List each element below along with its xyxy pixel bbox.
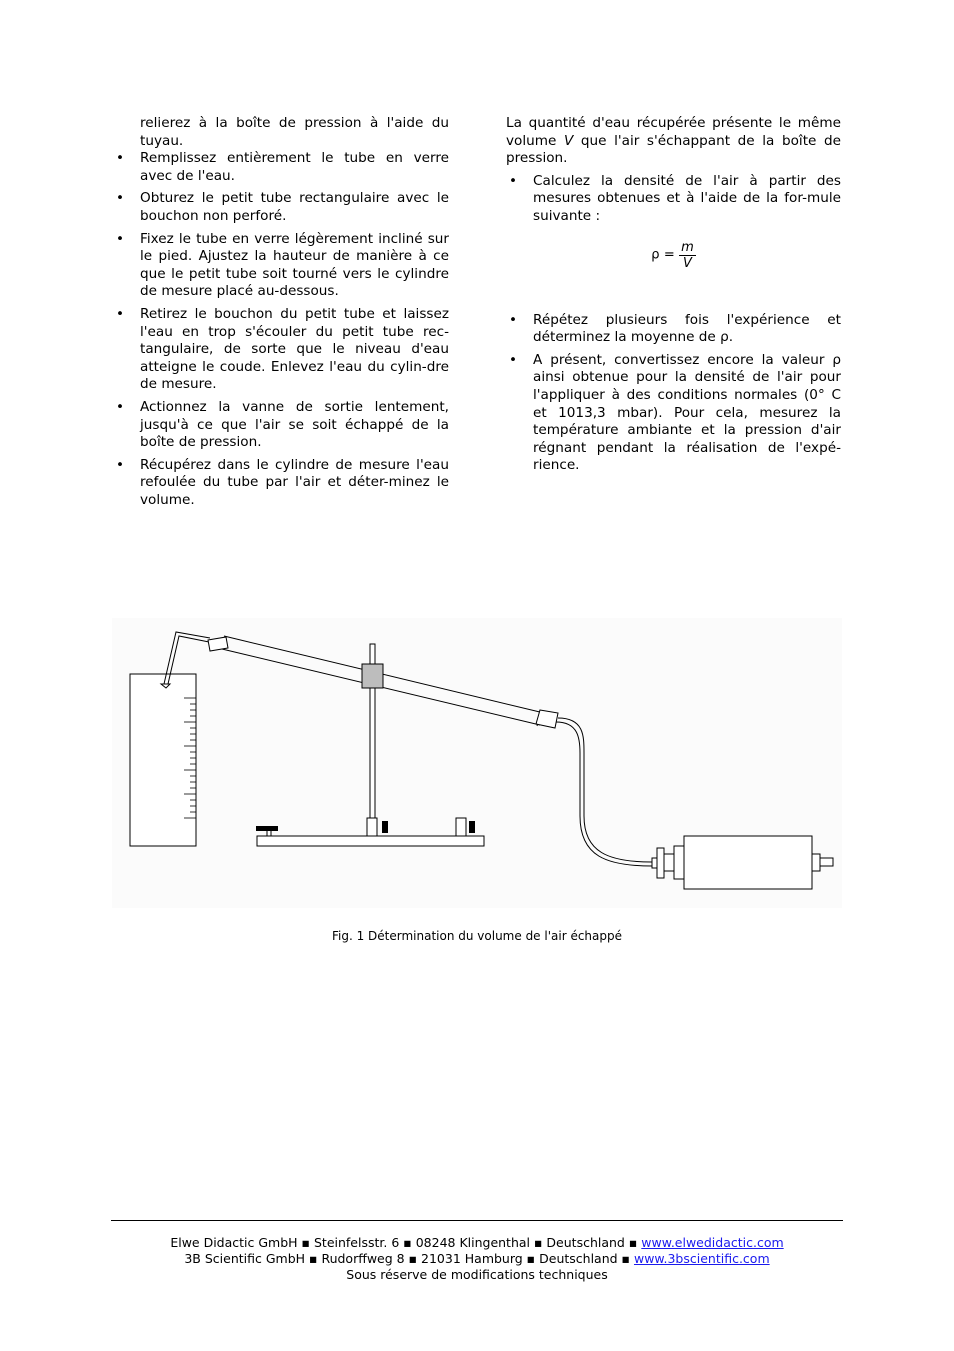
figure-caption: Fig. 1 Détermination du volume de l'air échappé (331, 929, 623, 943)
intro-variable: V (563, 132, 574, 149)
list-item: • Fixez le tube en verre légèrement incliné sur le pied. Ajustez la hauteur de manière à ce que le petit tube soit tourné vers le cylindre de mesure placé au-dessous. (113, 231, 449, 301)
list-item: • Actionnez la vanne de sortie lentement, jusqu'à ce que l'air se soit échappé de la boîte de pression. (113, 399, 449, 452)
list-item: • Récupérez dans le cylindre de mesure l'eau refoulée du tube par l'air et déter-minez le volume. (113, 457, 449, 510)
formula-numerator: m (681, 239, 694, 255)
list-item: • Calculez la densité de l'air à partir des mesures obtenues et à l'aide de la for-mule suivante : (506, 173, 841, 226)
rod-foot (367, 818, 377, 836)
stand-base (257, 836, 484, 846)
rod-screw (382, 821, 388, 833)
right-bullet-list-2 (506, 312, 841, 475)
apparatus-figure (112, 618, 842, 908)
footer-divider (111, 1220, 843, 1221)
3bscientific-link[interactable]: www.3bscientific.com (633, 1251, 770, 1266)
formula-denominator: V (682, 255, 692, 271)
base-knob-left (256, 826, 278, 831)
outlet-valve (657, 848, 664, 878)
formula-equals: = (663, 247, 675, 263)
list-item: • Obturez le petit tube rectangulaire avec le bouchon non perforé. (113, 190, 449, 225)
box-connector (820, 858, 833, 866)
list-item: • Répétez plusieurs fois l'expérience et déterminez la moyenne de ρ. (506, 312, 841, 347)
footer (0, 1235, 954, 1283)
base-post (456, 818, 466, 836)
stand-clamp (362, 664, 383, 688)
left-column (113, 115, 449, 514)
right-column (506, 115, 841, 480)
right-bullet-list-1 (506, 173, 841, 226)
density-formula (506, 240, 841, 276)
measuring-cylinder (130, 674, 196, 846)
right-intro-paragraph (506, 115, 841, 168)
left-bullet-list (113, 150, 449, 509)
box-flange (674, 846, 684, 879)
list-item: • A présent, convertissez encore la valeur ρ ainsi obtenue pour la densité de l'air pour l'appliquer à des conditions normales (0° C et 1013,3 mbar). Pour cela, mesurez la température ambiante et la pression d'air régnant pendant la réalisation de l'expé-rience. (506, 352, 841, 475)
intro-text-before: La quantité d'eau récupérée présente le même volume (506, 115, 841, 149)
intro-text-after: que l'air s'échappant de la boîte de pression. (506, 132, 841, 167)
list-item: • Retirez le bouchon du petit tube et laissez l'eau en trop s'écouler du petit tube rec-tangulaire, de sorte que le niveau d'eau atteigne le coude. Enlevez l'eau du cylin-dre de mesure. (113, 306, 449, 394)
left-stopper (208, 637, 228, 651)
formula-lhs: ρ (651, 247, 660, 263)
pressure-box (684, 836, 812, 889)
footer-line-1 (0, 1235, 954, 1251)
footer-line-2 (0, 1251, 954, 1267)
footer-line-2-text: 3B Scientific GmbH ▪ Rudorffweg 8 ▪ 21031 Hamburg ▪ Deutschland ▪ (184, 1251, 634, 1266)
footer-line-3: Sous réserve de modifications techniques (346, 1267, 608, 1282)
elwedidactic-link[interactable]: www.elwedidactic.com (641, 1235, 784, 1250)
post-screw (469, 821, 475, 833)
left-continuation-text: relierez à la boîte de pression à l'aide du tuyau. (140, 115, 449, 149)
list-item: • Remplissez entièrement le tube en verre avec de l'eau. (113, 150, 449, 185)
footer-line-1-text: Elwe Didactic GmbH ▪ Steinfelsstr. 6 ▪ 08248 Klingenthal ▪ Deutschland ▪ (170, 1235, 642, 1250)
formula-fraction (679, 240, 696, 271)
